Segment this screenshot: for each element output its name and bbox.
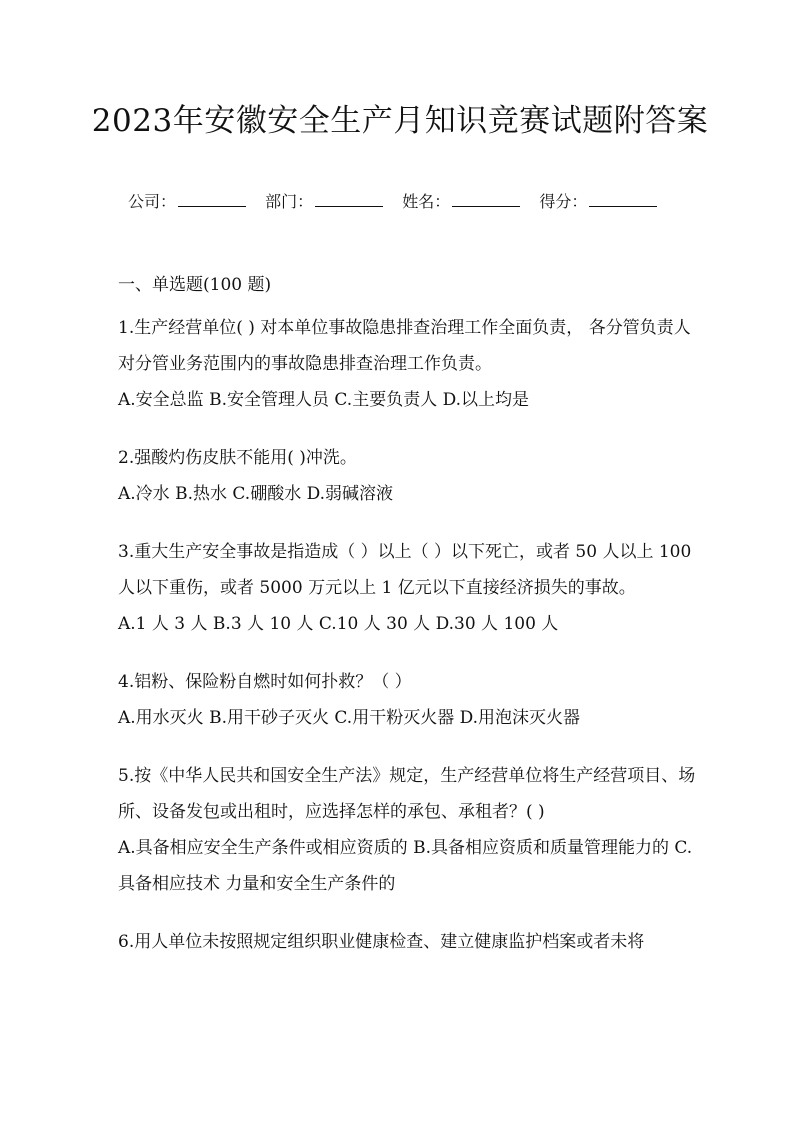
company-field [128, 190, 246, 214]
question-options: A.安全总监 B.安全管理人员 C.主要负责人 D.以上均是 [118, 390, 530, 410]
question-text: 4.铝粉、保险粉自燃时如何扑救？（ ） [118, 672, 412, 692]
question-item [118, 440, 698, 512]
department-field [265, 190, 383, 214]
question-text: 2.强酸灼伤皮肤不能用( )冲洗。 [118, 448, 357, 468]
question-item [118, 758, 698, 902]
company-blank [178, 190, 246, 207]
question-text: 1.生产经营单位( ) 对本单位事故隐患排查治理工作全面负责， 各分管负责人对分管业务范围内的事故隐患排查治理工作负责。 [118, 318, 691, 374]
score-field [539, 190, 657, 214]
question-item [118, 310, 698, 418]
section-title: 一、单选题(100 题) [118, 275, 272, 295]
question-options: A.冷水 B.热水 C.硼酸水 D.弱碱溶液 [118, 484, 394, 504]
question-options: A.1 人 3 人 B.3 人 10 人 C.10 人 30 人 D.30 人 100 人 [118, 614, 559, 634]
name-label: 姓名： [402, 192, 451, 211]
question-list [118, 310, 698, 960]
question-options: A.用水灭火 B.用干砂子灭火 C.用干粉灭火器 D.用泡沫灭火器 [118, 708, 581, 728]
question-options: A.具备相应安全生产条件或相应资质的 B.具备相应资质和质量管理能力的 C.具备相应技术 力量和安全生产条件的 [118, 838, 693, 894]
score-blank [589, 190, 657, 207]
header-fields [128, 190, 688, 214]
question-text: 3.重大生产安全事故是指造成（ ）以上（ ）以下死亡，或者 50 人以上 100 人以下重伤，或者 5000 万元以上 1 亿元以下直接经济损失的事故。 [118, 542, 692, 598]
question-item [118, 534, 698, 642]
name-blank [452, 190, 520, 207]
score-label: 得分： [539, 192, 588, 211]
company-label: 公司： [128, 192, 177, 211]
question-text: 6.用人单位未按照规定组织职业健康检查、建立健康监护档案或者未将 [118, 932, 645, 952]
department-blank [315, 190, 383, 207]
question-item [118, 664, 698, 736]
name-field [402, 190, 520, 214]
question-text: 5.按《中华人民共和国安全生产法》规定，生产经营单位将生产经营项目、场所、设备发包或出租时，应选择怎样的承包、承租者？( ) [118, 766, 696, 822]
department-label: 部门： [265, 192, 314, 211]
question-item [118, 924, 698, 960]
page-title: 2023年安徽安全生产月知识竞赛试题附答案 [91, 103, 709, 139]
